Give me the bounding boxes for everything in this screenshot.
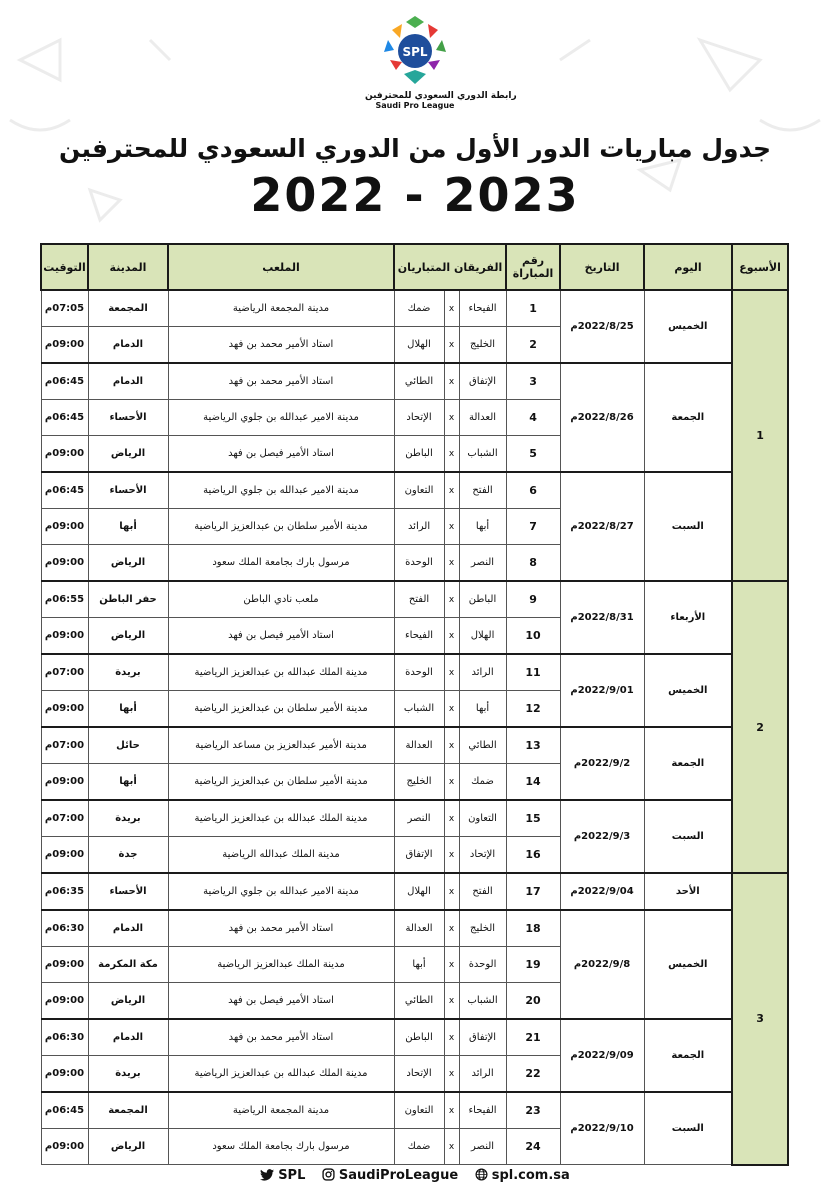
match-number-cell: 21: [506, 1019, 560, 1056]
header-date: التاريخ: [560, 244, 644, 290]
table-row: [41, 873, 788, 910]
time-cell: 06:45م: [41, 363, 88, 400]
date-cell: 2022/8/31م: [560, 581, 644, 654]
home-team-cell: الرائد: [459, 1056, 506, 1093]
city-cell: بريدة: [88, 654, 168, 691]
day-cell: الخميس: [644, 290, 732, 363]
match-number-cell: 11: [506, 654, 560, 691]
stadium-cell: استاد الأمير محمد بن فهد: [168, 1019, 394, 1056]
match-number-cell: 22: [506, 1056, 560, 1093]
city-cell: الأحساء: [88, 873, 168, 910]
time-cell: 09:00م: [41, 509, 88, 545]
versus-cell: x: [444, 290, 459, 327]
away-team-cell: الطائي: [394, 983, 444, 1020]
home-team-cell: الفتح: [459, 873, 506, 910]
day-cell: الجمعة: [644, 363, 732, 472]
away-team-cell: العدالة: [394, 727, 444, 764]
home-team-cell: الإتفاق: [459, 363, 506, 400]
stadium-cell: مدينة الملك عبدالله بن عبدالعزيز الرياضية: [168, 654, 394, 691]
match-number-cell: 24: [506, 1129, 560, 1165]
table-header-row: [41, 244, 788, 290]
home-team-cell: الطائي: [459, 727, 506, 764]
day-cell: السبت: [644, 1092, 732, 1165]
city-cell: المجمعة: [88, 1092, 168, 1129]
table-row: [41, 1092, 788, 1129]
stadium-cell: مدينة الأمير عبدالعزيز بن مساعد الرياضية: [168, 727, 394, 764]
match-number-cell: 15: [506, 800, 560, 837]
home-team-cell: الرائد: [459, 654, 506, 691]
time-cell: 09:00م: [41, 837, 88, 874]
match-number-cell: 17: [506, 873, 560, 910]
city-cell: بريدة: [88, 800, 168, 837]
city-cell: الأحساء: [88, 400, 168, 436]
city-cell: الرياض: [88, 983, 168, 1020]
stadium-cell: مدينة الملك عبدالعزيز الرياضية: [168, 947, 394, 983]
time-cell: 06:30م: [41, 1019, 88, 1056]
date-cell: 2022/9/8م: [560, 910, 644, 1019]
stadium-cell: مدينة الملك عبدالله بن عبدالعزيز الرياضية: [168, 800, 394, 837]
stadium-cell: مدينة الامير عبدالله بن جلوي الرياضية: [168, 873, 394, 910]
away-team-cell: الوحدة: [394, 545, 444, 582]
city-cell: الرياض: [88, 436, 168, 473]
city-cell: الرياض: [88, 618, 168, 655]
table-row: [41, 654, 788, 691]
footer-twitter[interactable]: SPL: [260, 1168, 305, 1183]
versus-cell: x: [444, 1129, 459, 1165]
versus-cell: x: [444, 436, 459, 473]
day-cell: الخميس: [644, 654, 732, 727]
globe-icon: [475, 1168, 488, 1185]
time-cell: 09:00م: [41, 947, 88, 983]
day-cell: السبت: [644, 472, 732, 581]
home-team-cell: النصر: [459, 1129, 506, 1165]
away-team-cell: الإتفاق: [394, 837, 444, 874]
header-stadium: الملعب: [168, 244, 394, 290]
stadium-cell: مدينة الملك عبدالله الرياضية: [168, 837, 394, 874]
match-number-cell: 14: [506, 764, 560, 801]
time-cell: 09:00م: [41, 983, 88, 1020]
away-team-cell: التعاون: [394, 1092, 444, 1129]
away-team-cell: العدالة: [394, 910, 444, 947]
stadium-cell: ملعب نادي الباطن: [168, 581, 394, 618]
match-number-cell: 19: [506, 947, 560, 983]
stadium-cell: استاد الأمير فيصل بن فهد: [168, 618, 394, 655]
stadium-cell: مرسول بارك بجامعة الملك سعود: [168, 1129, 394, 1165]
table-row: [41, 1019, 788, 1056]
away-team-cell: النصر: [394, 800, 444, 837]
match-number-cell: 20: [506, 983, 560, 1020]
city-cell: الدمام: [88, 910, 168, 947]
away-team-cell: التعاون: [394, 472, 444, 509]
time-cell: 09:00م: [41, 618, 88, 655]
home-team-cell: الشباب: [459, 436, 506, 473]
city-cell: المجمعة: [88, 290, 168, 327]
page-title: جدول مباريات الدور الأول من الدوري السعودي للمحترفين: [58, 134, 772, 163]
fixtures-body: [41, 290, 788, 1165]
versus-cell: x: [444, 727, 459, 764]
versus-cell: x: [444, 581, 459, 618]
table-row: [41, 910, 788, 947]
match-number-cell: 8: [506, 545, 560, 582]
city-cell: أبها: [88, 691, 168, 728]
week-cell: 2: [732, 581, 788, 873]
match-number-cell: 2: [506, 327, 560, 364]
home-team-cell: الفيحاء: [459, 290, 506, 327]
match-number-cell: 7: [506, 509, 560, 545]
spl-emblem-icon: [380, 12, 450, 90]
instagram-icon: [322, 1168, 335, 1185]
home-team-cell: الهلال: [459, 618, 506, 655]
versus-cell: x: [444, 363, 459, 400]
time-cell: 09:00م: [41, 436, 88, 473]
table-row: [41, 290, 788, 327]
header-time: التوقيت: [41, 244, 88, 290]
date-cell: 2022/9/2م: [560, 727, 644, 800]
time-cell: 06:55م: [41, 581, 88, 618]
versus-cell: x: [444, 947, 459, 983]
logo-english-text: Saudi Pro League: [375, 101, 455, 110]
away-team-cell: الشباب: [394, 691, 444, 728]
match-number-cell: 5: [506, 436, 560, 473]
match-number-cell: 16: [506, 837, 560, 874]
time-cell: 06:45م: [41, 1092, 88, 1129]
match-number-cell: 1: [506, 290, 560, 327]
date-cell: 2022/8/27م: [560, 472, 644, 581]
date-cell: 2022/8/26م: [560, 363, 644, 472]
versus-cell: x: [444, 800, 459, 837]
time-cell: 09:00م: [41, 691, 88, 728]
time-cell: 07:00م: [41, 654, 88, 691]
date-cell: 2022/9/01م: [560, 654, 644, 727]
versus-cell: x: [444, 837, 459, 874]
date-cell: 2022/9/3م: [560, 800, 644, 873]
date-cell: 2022/9/09م: [560, 1019, 644, 1092]
stadium-cell: استاد الأمير فيصل بن فهد: [168, 436, 394, 473]
time-cell: 06:35م: [41, 873, 88, 910]
stadium-cell: مدينة المجمعة الرياضية: [168, 1092, 394, 1129]
away-team-cell: الهلال: [394, 327, 444, 364]
header-week: الأسبوع: [732, 244, 788, 290]
versus-cell: x: [444, 327, 459, 364]
city-cell: جدة: [88, 837, 168, 874]
home-team-cell: الباطن: [459, 581, 506, 618]
match-number-cell: 18: [506, 910, 560, 947]
city-cell: بريدة: [88, 1056, 168, 1093]
stadium-cell: مدينة الأمير سلطان بن عبدالعزيز الرياضية: [168, 509, 394, 545]
footer: [0, 1168, 830, 1185]
away-team-cell: الباطن: [394, 436, 444, 473]
home-team-cell: الخليج: [459, 910, 506, 947]
city-cell: الرياض: [88, 545, 168, 582]
versus-cell: x: [444, 691, 459, 728]
date-cell: 2022/9/10م: [560, 1092, 644, 1165]
header-day: اليوم: [644, 244, 732, 290]
away-team-cell: الهلال: [394, 873, 444, 910]
city-cell: الدمام: [88, 363, 168, 400]
stadium-cell: مدينة الأمير سلطان بن عبدالعزيز الرياضية: [168, 764, 394, 801]
versus-cell: x: [444, 509, 459, 545]
table-row: [41, 581, 788, 618]
versus-cell: x: [444, 545, 459, 582]
versus-cell: x: [444, 1056, 459, 1093]
season-label: 2022 - 2023: [250, 168, 580, 222]
day-cell: الأحد: [644, 873, 732, 910]
away-team-cell: الإتحاد: [394, 1056, 444, 1093]
versus-cell: x: [444, 618, 459, 655]
stadium-cell: استاد الأمير محمد بن فهد: [168, 363, 394, 400]
footer-website[interactable]: spl.com.sa: [475, 1168, 570, 1183]
versus-cell: x: [444, 910, 459, 947]
away-team-cell: الخليج: [394, 764, 444, 801]
away-team-cell: الطائي: [394, 363, 444, 400]
day-cell: الأربعاء: [644, 581, 732, 654]
city-cell: حفر الباطن: [88, 581, 168, 618]
header-teams: الفريقان المتباريان: [394, 244, 506, 290]
stadium-cell: استاد الأمير محمد بن فهد: [168, 910, 394, 947]
fixtures-table: [40, 243, 789, 1166]
city-cell: مكة المكرمة: [88, 947, 168, 983]
time-cell: 06:45م: [41, 400, 88, 436]
away-team-cell: الفتح: [394, 581, 444, 618]
away-team-cell: الإتحاد: [394, 400, 444, 436]
home-team-cell: التعاون: [459, 800, 506, 837]
match-number-cell: 9: [506, 581, 560, 618]
home-team-cell: الفيحاء: [459, 1092, 506, 1129]
time-cell: 06:30م: [41, 910, 88, 947]
time-cell: 09:00م: [41, 1129, 88, 1165]
away-team-cell: الوحدة: [394, 654, 444, 691]
match-number-cell: 6: [506, 472, 560, 509]
versus-cell: x: [444, 873, 459, 910]
time-cell: 07:00م: [41, 800, 88, 837]
home-team-cell: أبها: [459, 691, 506, 728]
table-row: [41, 727, 788, 764]
header-match-no: رقم المباراة: [506, 244, 560, 290]
match-number-cell: 13: [506, 727, 560, 764]
home-team-cell: العدالة: [459, 400, 506, 436]
city-cell: حائل: [88, 727, 168, 764]
date-cell: 2022/9/04م: [560, 873, 644, 910]
city-cell: الدمام: [88, 327, 168, 364]
home-team-cell: النصر: [459, 545, 506, 582]
time-cell: 09:00م: [41, 764, 88, 801]
home-team-cell: الفتح: [459, 472, 506, 509]
table-row: [41, 800, 788, 837]
time-cell: 06:45م: [41, 472, 88, 509]
away-team-cell: ضمك: [394, 290, 444, 327]
versus-cell: x: [444, 764, 459, 801]
away-team-cell: ضمك: [394, 1129, 444, 1165]
versus-cell: x: [444, 472, 459, 509]
away-team-cell: الفيحاء: [394, 618, 444, 655]
city-cell: الأحساء: [88, 472, 168, 509]
match-number-cell: 10: [506, 618, 560, 655]
footer-instagram[interactable]: SaudiProLeague: [322, 1168, 458, 1183]
home-team-cell: الخليج: [459, 327, 506, 364]
home-team-cell: الإتفاق: [459, 1019, 506, 1056]
day-cell: الجمعة: [644, 727, 732, 800]
home-team-cell: الإتحاد: [459, 837, 506, 874]
stadium-cell: مدينة الملك عبدالله بن عبدالعزيز الرياضية: [168, 1056, 394, 1093]
spl-logo: [365, 12, 517, 120]
match-number-cell: 4: [506, 400, 560, 436]
city-cell: الدمام: [88, 1019, 168, 1056]
versus-cell: x: [444, 1019, 459, 1056]
stadium-cell: مدينة الأمير سلطان بن عبدالعزيز الرياضية: [168, 691, 394, 728]
time-cell: 09:00م: [41, 327, 88, 364]
away-team-cell: الباطن: [394, 1019, 444, 1056]
stadium-cell: مدينة المجمعة الرياضية: [168, 290, 394, 327]
stadium-cell: استاد الأمير محمد بن فهد: [168, 327, 394, 364]
versus-cell: x: [444, 400, 459, 436]
match-number-cell: 23: [506, 1092, 560, 1129]
table-row: [41, 363, 788, 400]
stadium-cell: مدينة الامير عبدالله بن جلوي الرياضية: [168, 400, 394, 436]
logo-arabic-text: رابطة الدوري السعودي للمحترفين: [365, 91, 517, 101]
versus-cell: x: [444, 983, 459, 1020]
day-cell: السبت: [644, 800, 732, 873]
twitter-icon: [260, 1169, 274, 1185]
versus-cell: x: [444, 654, 459, 691]
match-number-cell: 3: [506, 363, 560, 400]
home-team-cell: الشباب: [459, 983, 506, 1020]
svg-text:SPL: SPL: [402, 45, 428, 59]
home-team-cell: ضمك: [459, 764, 506, 801]
table-row: [41, 472, 788, 509]
time-cell: 09:00م: [41, 1056, 88, 1093]
week-cell: 1: [732, 290, 788, 581]
away-team-cell: الرائد: [394, 509, 444, 545]
time-cell: 07:05م: [41, 290, 88, 327]
header-city: المدينة: [88, 244, 168, 290]
home-team-cell: الوحدة: [459, 947, 506, 983]
time-cell: 07:00م: [41, 727, 88, 764]
day-cell: الخميس: [644, 910, 732, 1019]
versus-cell: x: [444, 1092, 459, 1129]
away-team-cell: أبها: [394, 947, 444, 983]
stadium-cell: استاد الأمير فيصل بن فهد: [168, 983, 394, 1020]
time-cell: 09:00م: [41, 545, 88, 582]
stadium-cell: مرسول بارك بجامعة الملك سعود: [168, 545, 394, 582]
home-team-cell: أبها: [459, 509, 506, 545]
day-cell: الجمعة: [644, 1019, 732, 1092]
week-cell: 3: [732, 873, 788, 1165]
city-cell: الرياض: [88, 1129, 168, 1165]
date-cell: 2022/8/25م: [560, 290, 644, 363]
match-number-cell: 12: [506, 691, 560, 728]
stadium-cell: مدينة الامير عبدالله بن جلوي الرياضية: [168, 472, 394, 509]
city-cell: أبها: [88, 764, 168, 801]
city-cell: أبها: [88, 509, 168, 545]
